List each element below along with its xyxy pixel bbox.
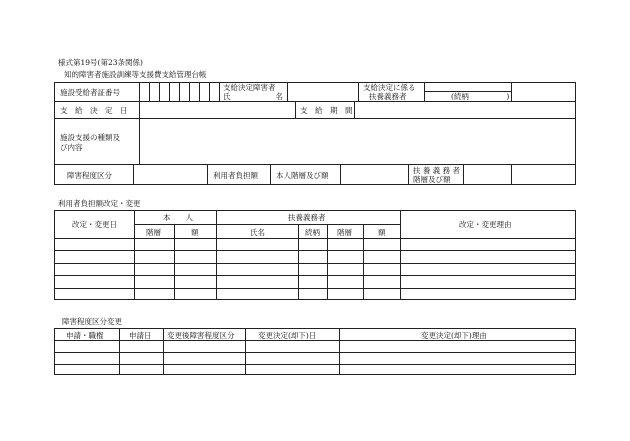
period-label: 支 給 期 間 [300, 106, 353, 115]
burden-section-title: 利用者負担額改定・変更 [58, 199, 141, 208]
support-type-label-2: び内容 [60, 143, 83, 152]
class-row-divider [54, 364, 576, 365]
burden-col-divider [216, 210, 217, 300]
burden-col-supporter: 扶養義務者 [288, 213, 326, 222]
burden-col-divider [400, 210, 401, 300]
burden-subcol-divider [327, 224, 328, 300]
cert-digit-divider [179, 82, 180, 101]
supporter-label: 支給決定に係る [363, 83, 416, 92]
cell-divider [354, 101, 355, 118]
class-row-divider [54, 352, 576, 353]
cert-digit-divider [199, 82, 200, 101]
decision-date-label: 支 給 決 定 日 [60, 106, 128, 115]
supporter-bracket-label-2: 階層及び額 [413, 175, 451, 184]
support-type-label: 施設支援の種類及 [60, 133, 120, 142]
burden-sub-name: 氏名 [250, 228, 265, 237]
class-col-decision-date: 変更決定(却下)日 [258, 331, 317, 340]
disability-class-label: 障害程度区分 [67, 171, 112, 180]
burden-sub-bracket: 階層 [146, 228, 161, 237]
cell-divider [139, 101, 140, 118]
class-col-applicant: 申請・職権 [66, 331, 104, 340]
class-col-reason: 変更決定(却下)理由 [421, 331, 487, 340]
burden-row-divider [54, 250, 576, 251]
cell-divider [207, 164, 208, 185]
supporter-bracket-label: 扶 養 義 務 者 [413, 166, 461, 175]
burden-col-reason: 改定・変更理由 [459, 220, 512, 229]
burden-subcol-divider [298, 224, 299, 300]
burden-row-divider [54, 275, 576, 276]
burden-sub-bracket-2: 階層 [337, 228, 352, 237]
recipient-label: 支給決定障害者 [223, 83, 276, 92]
burden-subcol-divider [174, 224, 175, 300]
burden-col-date: 改定・変更日 [72, 220, 117, 229]
cell-divider [295, 101, 296, 118]
class-col-divider [119, 328, 120, 375]
class-col-divider [339, 328, 340, 375]
cert-digit-divider [219, 82, 220, 101]
cell-divider [133, 164, 134, 185]
cell-divider [287, 82, 288, 101]
burden-row-divider [54, 263, 576, 264]
supporter-label-2: 扶養義務者 [369, 92, 407, 101]
burden-row-divider [54, 288, 576, 289]
burden-col-self: 本 人 [163, 213, 193, 222]
burden-sub-amount: 額 [191, 228, 199, 237]
burden-subcol-divider [363, 224, 364, 300]
self-bracket-label: 本人階層及び額 [276, 171, 329, 180]
relation-label: (続柄 ) [451, 92, 510, 101]
cell-divider [270, 164, 271, 185]
burden-row-divider [54, 238, 576, 239]
cell-divider [358, 82, 359, 101]
cell-divider [511, 164, 512, 185]
cert-digit-divider [149, 82, 150, 101]
cert-digit-divider [189, 82, 190, 101]
form-number: 様式第19号(第23条関係) [58, 58, 143, 67]
class-col-new-class: 変更後障害程度区分 [167, 331, 235, 340]
main-row-divider [54, 118, 576, 119]
form-title: 知的障害者施設訓練等支援費支給管理台帳 [64, 70, 207, 79]
class-col-divider [163, 328, 164, 375]
class-col-divider [245, 328, 246, 375]
recipient-name-label: 氏 名 [223, 92, 283, 101]
cell-divider [340, 164, 341, 185]
burden-sub-relation: 続柄 [305, 228, 320, 237]
cert-digit-divider [209, 82, 210, 101]
cell-divider [511, 82, 512, 101]
user-burden-label: 利用者負担額 [213, 171, 258, 180]
cell-divider [463, 164, 464, 185]
cell-divider [408, 164, 409, 185]
cert-digit-divider [169, 82, 170, 101]
main-row-divider [54, 101, 576, 102]
cell-divider [139, 118, 140, 164]
burden-col-divider [134, 210, 135, 300]
cert-digit-divider [159, 82, 160, 101]
burden-sub-amount-2: 額 [378, 228, 386, 237]
facility-cert-label: 施設受給者証番号 [60, 88, 120, 97]
class-section-title: 障害程度区分変更 [62, 317, 122, 326]
class-row-divider [54, 340, 576, 341]
cert-digit-divider [139, 82, 140, 101]
class-col-apply-date: 申請日 [129, 331, 152, 340]
